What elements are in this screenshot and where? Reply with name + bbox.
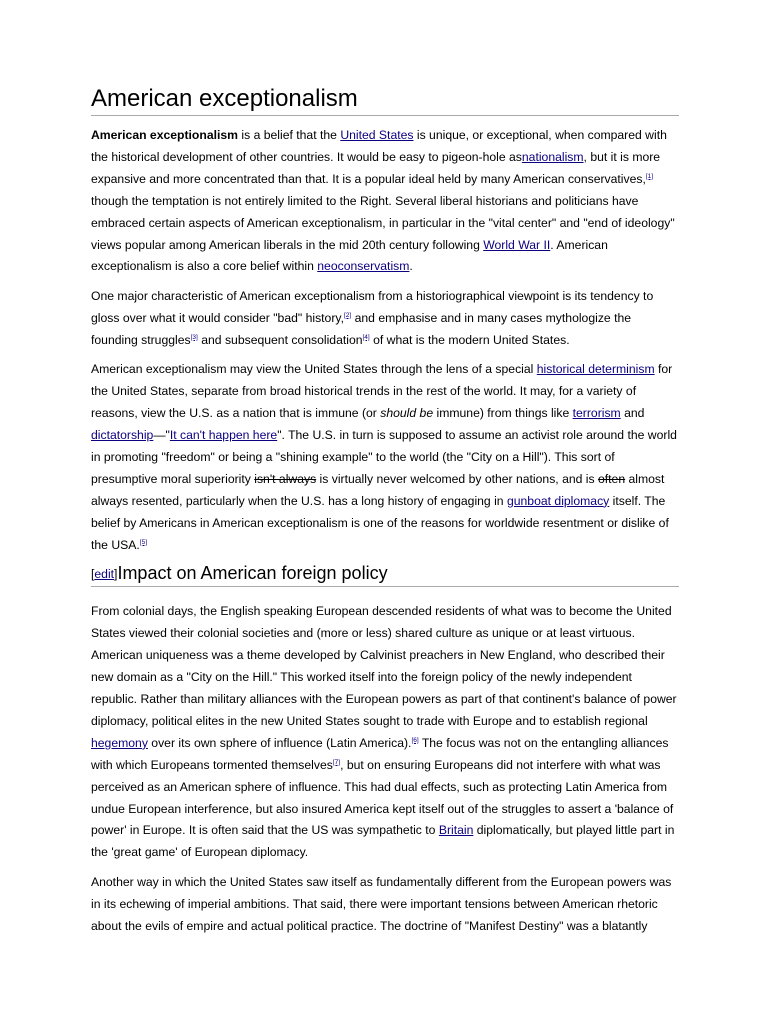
text-run: and bbox=[620, 406, 645, 421]
reference-link[interactable]: [4] bbox=[362, 333, 370, 341]
link-nationalism[interactable]: nationalism bbox=[521, 149, 584, 164]
text-run: American exceptionalism may view the United States through the lens of a special bbox=[91, 362, 537, 377]
reference-link[interactable]: [6] bbox=[411, 736, 419, 744]
struck-text: often bbox=[597, 471, 626, 486]
reference-4[interactable] bbox=[363, 334, 370, 341]
link-historical-determinism[interactable]: historical determinism bbox=[536, 362, 655, 377]
link-united-states[interactable]: United States bbox=[340, 128, 414, 142]
text-run: though the temptation is not entirely limited to the Right. Several liberal historians and politicians have embraced certain aspects of American exceptionalism, in particular in the "vital center" and "end of ideology" views popular among American liberals in the mid 20th century following bbox=[91, 193, 675, 252]
link-neoconservatism[interactable]: neoconservatism bbox=[317, 259, 410, 274]
text-run: and emphasise and in many cases mythologize the founding struggles bbox=[91, 310, 632, 347]
reference-1[interactable] bbox=[646, 173, 653, 180]
link-gunboat-diplomacy[interactable]: gunboat diplomacy bbox=[506, 493, 610, 508]
link-world-war-ii[interactable]: World War II bbox=[483, 237, 551, 252]
text-run: —" bbox=[153, 427, 170, 442]
section-heading bbox=[91, 562, 679, 587]
link-it-cant-happen-here[interactable]: It can't happen here bbox=[169, 427, 278, 442]
text-run: is unique, or exceptional, when compared with the historical development of other countries. It would be easy to pigeon-hole as bbox=[91, 128, 667, 164]
text-run: From colonial days, the English speaking European descended residents of what was to become the United States viewed their colonial societies and (more or less) shared culture as unique or at least virtuous. American uniqueness was a theme developed by Calvinist preachers in New England, who described their new domain as a "City on the Hill." This worked itself into the foreign policy of the newly independent republic. Rather than military alliances with the European powers as part of that continent's balance of power diplomacy, political elites in the new United States sought to trade with Europe and to establish regional bbox=[91, 604, 677, 728]
bold-term: American exceptionalism bbox=[91, 128, 238, 142]
text-run: almost always resented, particularly when the U.S. has a long history of engaging in bbox=[91, 471, 665, 508]
reference-7[interactable] bbox=[333, 759, 340, 766]
text-run: , but on ensuring Europeans did not interfere with what was perceived as an American sphere of influence. This had dual effects, such as protecting Latin America from undue European interference, but also insured America kept itself out of the struggles to assert a 'balance of power' in Europe. It is often said that the US was sympathetic to bbox=[91, 757, 674, 838]
text-run: for the United States, separate from broad historical trends in the rest of the world. It may, for a variety of reasons, view the U.S. as a nation that is immune (or bbox=[91, 362, 673, 421]
reference-5[interactable] bbox=[140, 539, 147, 546]
text-run: . American exceptionalism is also a core belief within bbox=[91, 237, 608, 274]
reference-link[interactable]: [5] bbox=[139, 538, 148, 546]
paragraph-historiography bbox=[91, 286, 679, 352]
struck-text: isn't always bbox=[254, 471, 317, 486]
link-hegemony[interactable]: hegemony bbox=[91, 735, 148, 750]
link-britain[interactable]: Britain bbox=[438, 823, 474, 838]
article bbox=[91, 84, 679, 938]
text-run: immune) from things like bbox=[433, 406, 573, 421]
text-run: One major characteristic of American exceptionalism from a historiographical viewpoint is its tendency to gloss over what it would consider "bad" history, bbox=[91, 288, 654, 325]
text-run: and subsequent consolidation bbox=[197, 332, 363, 347]
bracket: ] bbox=[114, 567, 118, 582]
text-run: . bbox=[409, 259, 413, 274]
text-run: itself. The belief by Americans in American exceptionalism is one of the reasons for worldwide resentment or dislike of the USA. bbox=[91, 493, 669, 552]
emphasis: should be bbox=[380, 406, 434, 421]
page-title: American exceptionalism bbox=[91, 84, 679, 116]
text-run: , but it is more expansive and more concentrated than that. It is a popular ideal held by many American conservatives, bbox=[91, 149, 661, 186]
reference-6[interactable] bbox=[411, 737, 418, 744]
edit-link[interactable]: edit bbox=[94, 567, 115, 582]
text-run: over its own sphere of influence (Latin America). bbox=[147, 735, 412, 750]
text-run: is a belief that the bbox=[238, 128, 341, 142]
paragraph-colonial bbox=[91, 601, 679, 864]
section-title: Impact on American foreign policy bbox=[117, 563, 388, 584]
reference-link[interactable]: [7] bbox=[332, 758, 341, 766]
paragraph-determinism bbox=[91, 359, 679, 556]
text-run: of what is the modern United States. bbox=[369, 332, 570, 347]
reference-3[interactable] bbox=[191, 334, 198, 341]
paragraph-imperial bbox=[91, 872, 679, 938]
intro-paragraph bbox=[91, 125, 679, 278]
text-run: Another way in which the United States saw itself as fundamentally different from the European powers was in its echewing of imperial ambitions. That said, there were important tensions between American rhetoric about the evils of empire and actual political practice. The doctrine of "Manifest Destiny" was a blatantly bbox=[91, 874, 672, 933]
edit-section bbox=[91, 567, 117, 581]
reference-link[interactable]: [3] bbox=[190, 333, 198, 341]
bracket: [ bbox=[91, 567, 95, 582]
reference-link[interactable]: [2] bbox=[343, 311, 352, 319]
link-dictatorship[interactable]: dictatorship bbox=[91, 427, 154, 442]
text-run: The focus was not on the entangling alliances with which Europeans tormented themselves bbox=[91, 735, 669, 772]
text-run: diplomatically, but played little part in the 'great game' of European diplomacy. bbox=[91, 823, 675, 860]
link-terrorism[interactable]: terrorism bbox=[572, 406, 621, 421]
text-run: is virtually never welcomed by other nations, and is bbox=[316, 471, 598, 486]
reference-link[interactable]: [1] bbox=[645, 172, 654, 180]
text-run: ". The U.S. in turn is supposed to assume an activist role around the world in promoting "freedom" or being a "shining example" to the world (the "City on a Hill"). This sort of presumptive moral superiority bbox=[91, 427, 677, 486]
